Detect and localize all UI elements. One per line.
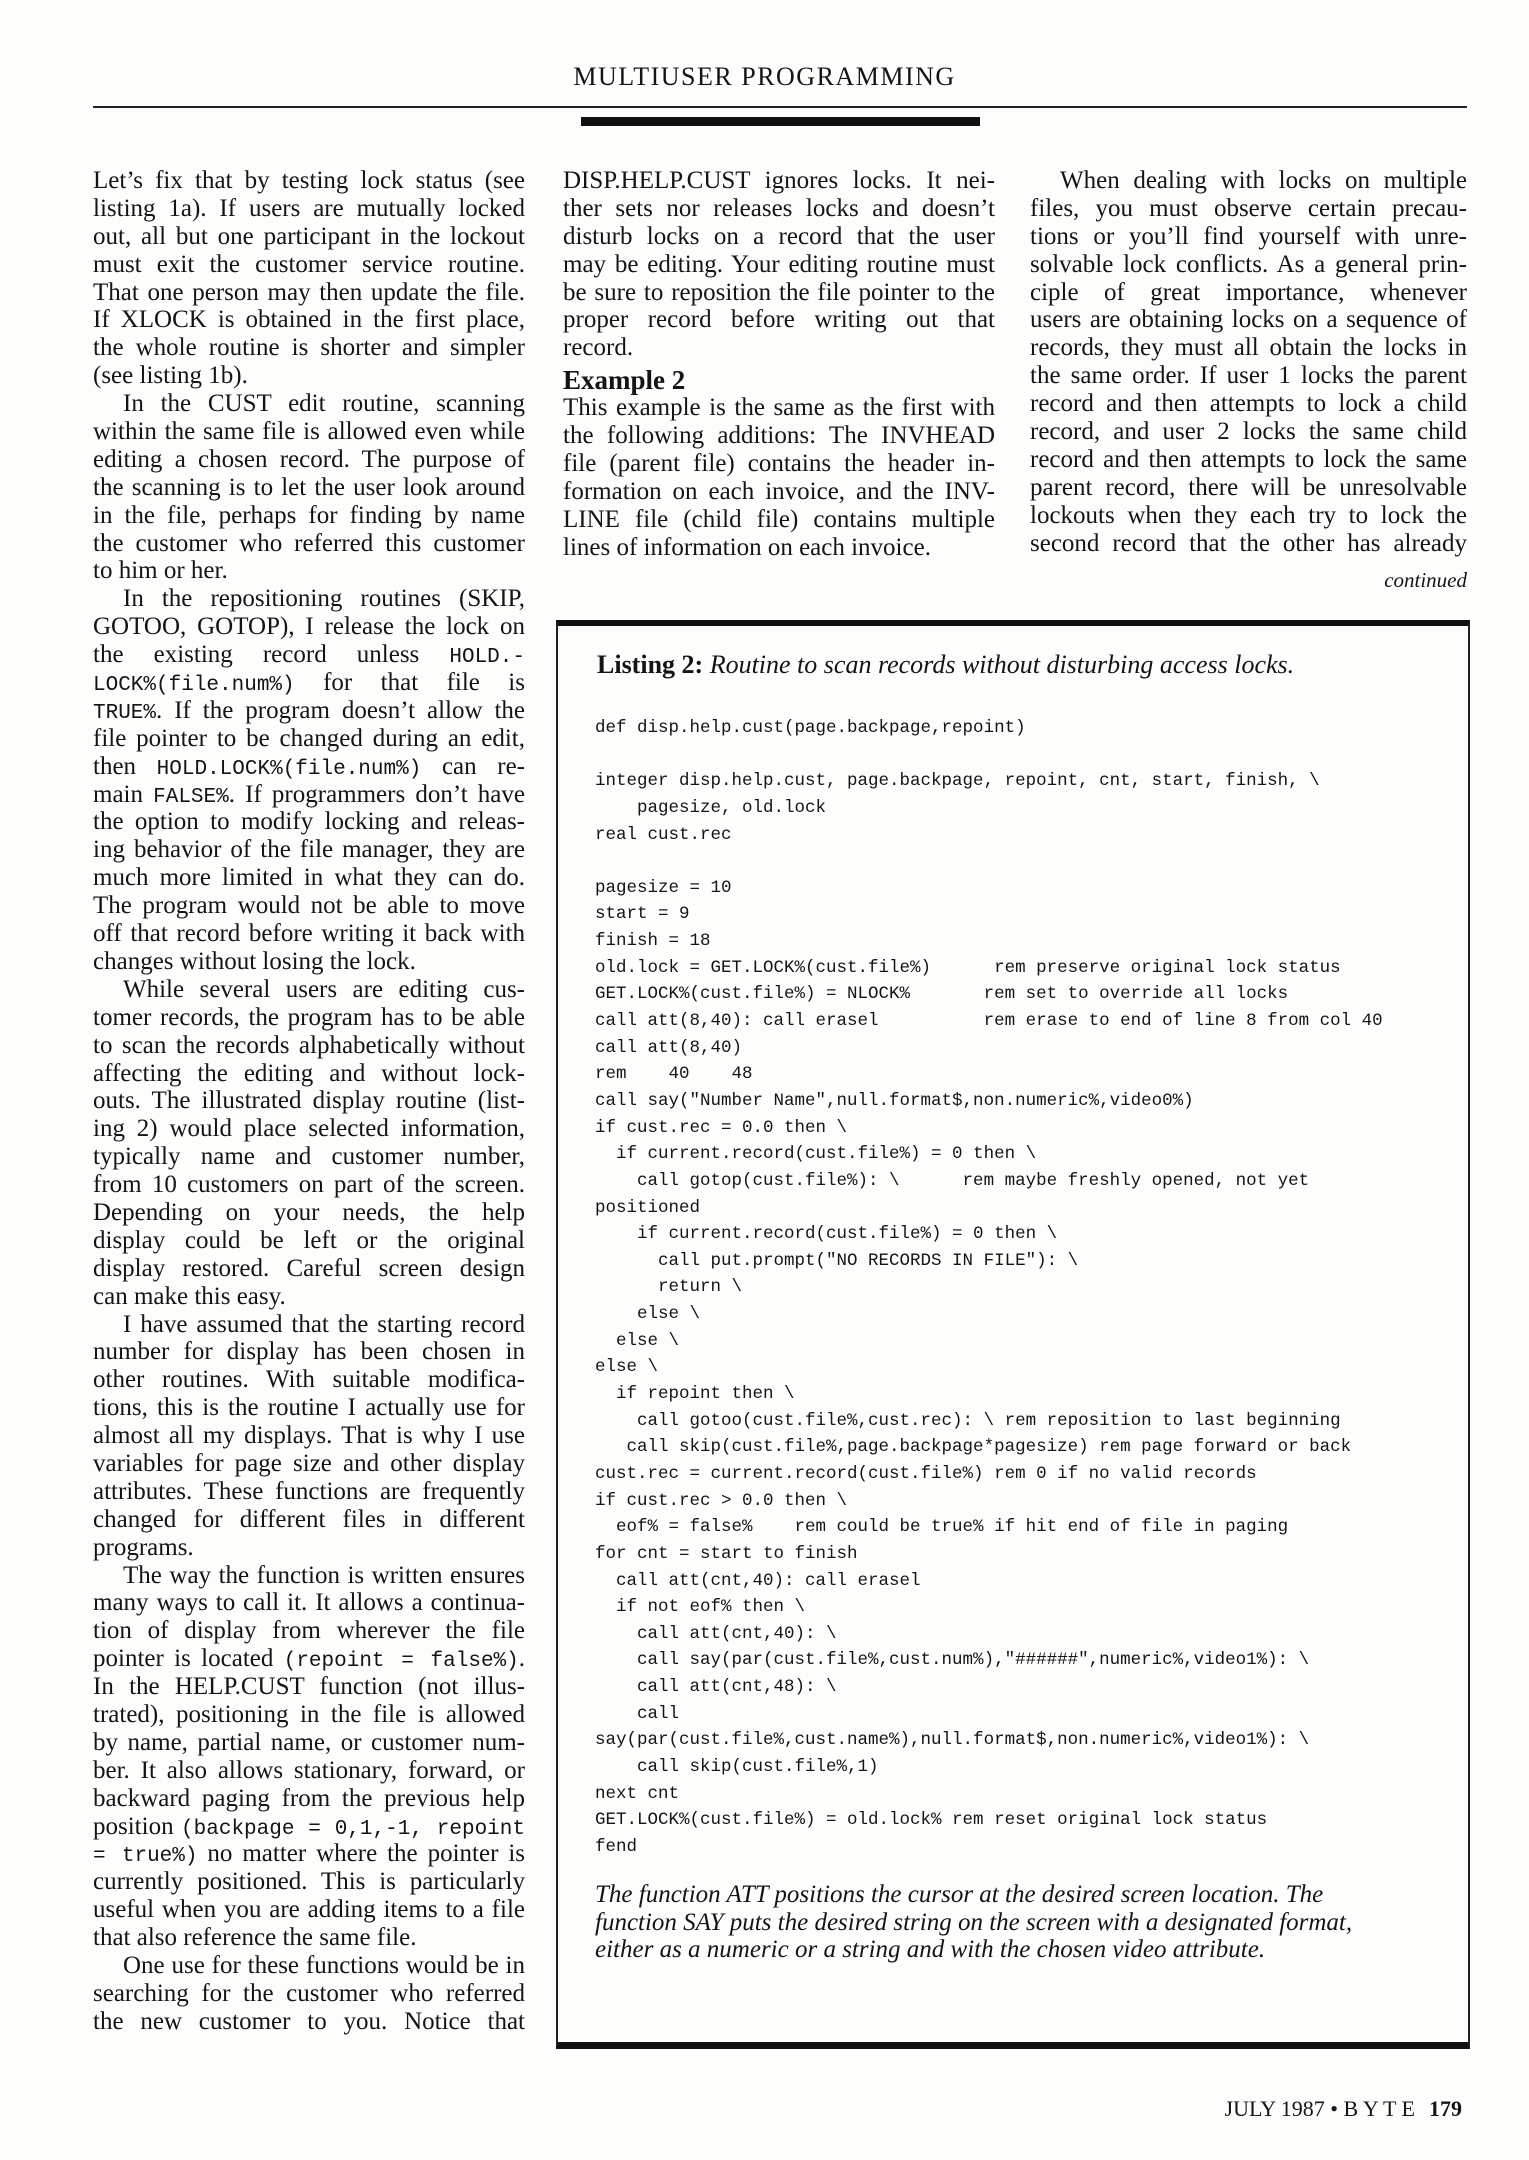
text-line [563, 251, 995, 279]
left-column [93, 167, 525, 2036]
listing-caption [595, 1881, 1435, 1964]
text-line [93, 446, 525, 474]
text-segment: I have assumed that the starting record [123, 1310, 525, 1338]
text-line [93, 781, 525, 809]
text-line [563, 506, 995, 534]
text-line [1030, 251, 1467, 279]
code-line [595, 848, 1383, 875]
text-segment: much more limited in what they can do. [93, 864, 525, 892]
text-line [93, 1199, 525, 1227]
text-line [93, 1227, 525, 1255]
code-line: next cnt [595, 1783, 680, 1804]
text-line [563, 279, 995, 307]
paragraph [93, 390, 525, 585]
text-line [1030, 530, 1467, 558]
text-segment: formation on each invoice, and the INV- [563, 477, 995, 505]
text-segment: changes without losing the lock. [93, 947, 416, 975]
text-line [1030, 223, 1467, 251]
text-segment: outs. The illustrated display routine (list- [93, 1087, 525, 1115]
text-segment: variables for page size and other display [93, 1449, 525, 1477]
text-segment: DISP.HELP.CUST ignores locks. It nei- [563, 167, 995, 194]
text-line [93, 613, 525, 641]
text-segment: ing behavior of the file manager, they are [93, 836, 525, 864]
code-line: call say("Number Name",null.format$,non.numeric%,video0%) [595, 1090, 1194, 1111]
code-line: if cust.rec > 0.0 then \ [595, 1490, 848, 1511]
page-number: 179 [1429, 2096, 1462, 2121]
middle-column [563, 167, 995, 562]
text-segment: trated), positioning in the file is allowed [93, 1700, 525, 1728]
text-segment: out, all but one participant in the lockout [93, 222, 525, 250]
listing-title [597, 650, 1294, 680]
text-line [93, 1255, 525, 1283]
text-line [93, 669, 525, 697]
code-line: start = 9 [595, 904, 690, 925]
section-header: MULTIUSER PROGRAMMING [573, 62, 956, 91]
text-segment: many ways to call it. It allows a continua- [93, 1589, 525, 1617]
text-segment: When dealing with locks on multiple [1060, 167, 1467, 194]
text-line [93, 1952, 525, 1980]
text-line [93, 1283, 525, 1311]
middle-intro-paragraph [563, 167, 995, 362]
text-line [93, 1757, 525, 1785]
text-line [93, 753, 525, 781]
text-segment: attributes. These functions are frequently [93, 1477, 525, 1505]
code-line: positioned [595, 1197, 701, 1218]
code-line: else \ [595, 1357, 659, 1378]
code-line: call att(cnt,40): \ [595, 1623, 837, 1644]
code-line: fend [595, 1836, 638, 1857]
text-line [93, 418, 525, 446]
listing-description: Routine to scan records without disturbing access locks. [709, 650, 1295, 679]
text-line [563, 422, 995, 450]
text-line [93, 530, 525, 558]
text-line [93, 1617, 525, 1645]
text-segment: backward paging from the previous help [93, 1784, 525, 1812]
text-line [1030, 362, 1467, 390]
text-line [93, 2008, 525, 2036]
text-segment: that also reference the same file. [93, 1924, 417, 1952]
code-line: return \ [595, 1277, 743, 1298]
text-line [93, 390, 525, 418]
text-segment: position [93, 1812, 182, 1840]
text-line [93, 1589, 525, 1617]
text-segment: the same order. If user 1 locks the parent [1030, 362, 1467, 390]
text-line [93, 1701, 525, 1729]
text-segment: lines of information on each invoice. [563, 533, 931, 561]
paragraph [93, 167, 525, 390]
text-segment: The way the function is written ensures [123, 1561, 525, 1589]
code-line: call gotop(cust.file%): \ rem maybe freshly opened, not yet [595, 1170, 1310, 1191]
code-line: call [595, 1703, 680, 1724]
text-line [563, 534, 995, 562]
text-line [93, 641, 525, 669]
text-segment: in the file, perhaps for finding by name [93, 501, 525, 529]
text-segment: tion of display from wherever the file [93, 1617, 525, 1645]
code-line: integer disp.help.cust, page.backpage, repoint, cnt, start, finish, \ [595, 771, 1320, 792]
text-segment: . If programmers don’t have [228, 780, 525, 808]
text-segment: solvable lock conflicts. As a general prin- [1030, 250, 1467, 278]
text-segment: ing 2) would place selected information, [93, 1115, 525, 1143]
text-line [1030, 390, 1467, 418]
code-line: call att(cnt,40): call erasel [595, 1570, 921, 1591]
text-segment: In the HELP.CUST function (not illus- [93, 1673, 525, 1701]
text-line [93, 864, 525, 892]
code-line: call att(8,40) [595, 1037, 743, 1058]
text-segment: for that file is [294, 669, 525, 697]
text-segment: the new customer to you. Notice that [93, 2007, 525, 2035]
text-line [93, 1840, 525, 1868]
text-segment: GOTOO, GOTOP), I release the lock on [93, 613, 525, 641]
text-line [93, 725, 525, 753]
text-line [93, 1394, 525, 1422]
text-segment: ciple of great importance, whenever [1030, 278, 1467, 306]
header-bar [581, 117, 980, 126]
listing-label: Listing 2: [597, 650, 704, 679]
text-line [93, 808, 525, 836]
text-line [1030, 167, 1467, 195]
text-segment: affecting the editing and without lock- [93, 1059, 525, 1087]
text-segment: proper record before writing out that [563, 306, 995, 334]
text-segment: That one person may then update the file. [93, 278, 525, 306]
code-inline: (repoint = false%) [283, 1650, 519, 1674]
code-line: def disp.help.cust(page.backpage,repoint) [595, 718, 1026, 738]
text-line [93, 1673, 525, 1701]
text-line [1030, 334, 1467, 362]
text-segment: tions or you’ll find yourself with unre- [1030, 222, 1467, 250]
code-line: call say(par(cust.file%,cust.num%),"######",numeric%,video1%): \ [595, 1650, 1310, 1671]
text-segment: records, they must all obtain the locks in [1030, 334, 1467, 362]
text-segment: the whole routine is shorter and simpler [93, 334, 525, 362]
code-line: GET.LOCK%(cust.file%) = NLOCK% rem set to override all locks [595, 984, 1289, 1005]
text-line [93, 1366, 525, 1394]
text-line [1030, 474, 1467, 502]
code-line: finish = 18 [595, 931, 711, 952]
text-line [93, 976, 525, 1004]
text-line [93, 892, 525, 920]
text-segment: record, and user 2 locks the same child [1030, 418, 1467, 446]
caption-line: The function ATT positions the cursor at the desired screen location. The [595, 1881, 1324, 1908]
text-segment: can re- [421, 752, 525, 780]
code-line: pagesize, old.lock [595, 797, 827, 818]
text-line [93, 1143, 525, 1171]
text-line [93, 1338, 525, 1366]
code-inline: TRUE% [93, 701, 157, 725]
text-segment: tions, this is the routine I actually use for [93, 1394, 525, 1422]
text-segment: to him or her. [93, 557, 228, 585]
text-segment: by name, partial name, or customer num- [93, 1728, 525, 1756]
code-line: cust.rec = current.record(cust.file%) rem 0 if no valid records [595, 1463, 1257, 1484]
text-line [93, 1534, 525, 1562]
text-line [93, 1422, 525, 1450]
page-footer [1225, 2096, 1462, 2122]
text-segment: Let’s fix that by testing lock status (see [93, 167, 525, 194]
issue-label: JULY 1987 • B Y T E [1224, 2096, 1415, 2121]
text-segment: main [93, 780, 154, 808]
code-listing [595, 715, 1383, 1861]
text-line [93, 223, 525, 251]
text-line [1030, 502, 1467, 530]
code-line: if not eof% then \ [595, 1597, 806, 1618]
text-line [93, 1980, 525, 2008]
code-line: pagesize = 10 [595, 877, 732, 898]
text-line [93, 1115, 525, 1143]
text-line [563, 394, 995, 422]
text-segment: ber. It also allows stationary, forward, or [93, 1756, 525, 1784]
code-line: call att(8,40): call erasel rem erase to end of line 8 from col 40 [595, 1011, 1383, 1032]
text-segment: other routines. With suitable modifica- [93, 1366, 525, 1394]
text-line [93, 836, 525, 864]
text-line [1030, 279, 1467, 307]
paragraph [93, 976, 525, 1311]
text-segment: disturb locks on a record that the user [563, 222, 995, 250]
text-line [93, 1311, 525, 1339]
code-line: GET.LOCK%(cust.file%) = old.lock% rem reset original lock status [595, 1810, 1268, 1831]
text-segment: may be editing. Your editing routine must [563, 250, 995, 278]
text-segment: listing 1a). If users are mutually locked [93, 194, 525, 222]
text-line [563, 223, 995, 251]
text-segment: to scan the records alphabetically without [93, 1031, 525, 1059]
text-line [93, 1562, 525, 1590]
text-line [93, 1645, 525, 1673]
text-segment: In the repositioning routines (SKIP, [123, 585, 525, 613]
code-line: if current.record(cust.file%) = 0 then \ [595, 1224, 1058, 1245]
code-line: call att(cnt,48): \ [595, 1677, 837, 1698]
code-line: eof% = false% rem could be true% if hit end of file in paging [595, 1517, 1289, 1538]
text-segment: can make this easy. [93, 1282, 286, 1310]
text-segment: tomer records, the program has to be able [93, 1003, 525, 1031]
text-segment: LINE file (child file) contains multiple [563, 505, 995, 533]
code-inline: LOCK%(file.num%) [93, 674, 295, 698]
text-line [93, 585, 525, 613]
code-line: else \ [595, 1330, 680, 1351]
text-line [93, 362, 525, 390]
text-segment: currently positioned. This is particularly [93, 1868, 525, 1896]
text-line [93, 557, 525, 585]
text-segment: searching for the customer who referred [93, 1979, 525, 2007]
text-line [93, 1450, 525, 1478]
text-segment: display could be left or the original [93, 1226, 525, 1254]
text-segment: off that record before writing it back with [93, 920, 525, 948]
code-inline: = true%) [93, 1845, 198, 1869]
code-line: old.lock = GET.LOCK%(cust.file%) rem preserve original lock status [595, 957, 1341, 978]
text-segment: If XLOCK is obtained in the first place, [93, 306, 525, 334]
text-segment: editing a chosen record. The purpose of [93, 445, 525, 473]
code-inline: FALSE% [153, 785, 229, 809]
text-line [1030, 418, 1467, 446]
text-line [93, 334, 525, 362]
text-segment: number for display has been chosen in [93, 1338, 525, 1366]
text-segment: typically name and customer number, [93, 1143, 525, 1171]
text-segment: almost all my displays. That is why I use [93, 1422, 525, 1450]
text-segment: (see listing 1b). [93, 362, 248, 390]
text-line [563, 450, 995, 478]
text-segment: record and then attempts to lock a child [1030, 390, 1467, 418]
code-line: for cnt = start to finish [595, 1543, 858, 1564]
text-line [93, 697, 525, 725]
text-line [93, 1506, 525, 1534]
text-segment: record. [563, 334, 634, 362]
text-line [93, 167, 525, 195]
text-line [1030, 195, 1467, 223]
text-segment: file (parent file) contains the header in- [563, 450, 995, 478]
continued-label: continued [1384, 568, 1467, 592]
code-line: say(par(cust.file%,cust.name%),null.format$,non.numeric%,video1%): \ [595, 1730, 1310, 1751]
code-line: else \ [595, 1304, 701, 1325]
text-segment: While several users are editing cus- [123, 975, 525, 1003]
code-inline: (backpage = 0,1,-1, repoint [181, 1817, 525, 1841]
caption-line: function SAY puts the desired string on the screen with a designated format, [595, 1908, 1353, 1936]
text-line [93, 474, 525, 502]
text-line [93, 1087, 525, 1115]
text-line [93, 1478, 525, 1506]
code-line: call put.prompt("NO RECORDS IN FILE"): \ [595, 1250, 1079, 1271]
text-line [93, 1171, 525, 1199]
text-line [93, 920, 525, 948]
text-segment: Depending on your needs, the help [93, 1198, 525, 1226]
text-segment: programs. [93, 1533, 194, 1561]
text-line [563, 195, 995, 223]
text-segment: record and then attempts to lock the same [1030, 445, 1467, 473]
text-line [93, 306, 525, 334]
text-segment: pointer is located [93, 1645, 284, 1673]
text-segment: no matter where the pointer is [197, 1840, 525, 1868]
text-line [1030, 306, 1467, 334]
code-line: call skip(cust.file%,page.backpage*pagesize) rem page forward or back [595, 1437, 1352, 1458]
text-line [93, 279, 525, 307]
text-segment: One use for these functions would be in [123, 1952, 525, 1979]
text-segment: within the same file is allowed even while [93, 418, 525, 446]
code-inline: HOLD.LOCK%(file.num%) [156, 757, 422, 781]
code-line: call gotoo(cust.file%,cust.rec): \ rem reposition to last beginning [595, 1410, 1341, 1431]
text-line [93, 1032, 525, 1060]
text-segment: the existing record unless [93, 641, 450, 669]
code-line: if repoint then \ [595, 1384, 795, 1405]
text-segment: then [93, 752, 157, 780]
text-segment: users are obtaining locks on a sequence of [1030, 306, 1467, 334]
text-line [1030, 446, 1467, 474]
text-line [563, 306, 995, 334]
text-line [93, 1004, 525, 1032]
text-segment: ther sets nor releases locks and doesn’t [563, 194, 995, 222]
text-segment: The program would not be able to move [93, 892, 525, 920]
text-segment: . [518, 1645, 525, 1673]
text-segment: second record that the other has already [1030, 529, 1467, 557]
text-segment: useful when you are adding items to a file [93, 1896, 525, 1924]
paragraph [93, 1952, 525, 2036]
header-rule [93, 106, 1467, 108]
paragraph [93, 1562, 525, 1952]
text-segment: changed for different files in different [93, 1505, 525, 1533]
text-segment: files, you must observe certain precau- [1030, 194, 1467, 222]
code-line: if cust.rec = 0.0 then \ [595, 1117, 848, 1138]
text-segment: . If the program doesn’t allow the [156, 696, 525, 724]
text-segment: be sure to reposition the file pointer to the [563, 278, 995, 306]
text-line [93, 1785, 525, 1813]
text-line [93, 195, 525, 223]
text-line [93, 1868, 525, 1896]
text-segment: In the CUST edit routine, scanning [123, 390, 525, 418]
code-line: if current.record(cust.file%) = 0 then \ [595, 1144, 1037, 1165]
right-column [1030, 167, 1467, 557]
code-line: real cust.rec [595, 824, 732, 845]
text-line [93, 251, 525, 279]
text-segment: parent record, there will be unresolvable [1030, 473, 1467, 501]
text-segment: must exit the customer service routine. [93, 250, 525, 278]
paragraph [93, 585, 525, 975]
text-line [93, 1060, 525, 1088]
text-segment: the scanning is to let the user look around [93, 473, 525, 501]
text-segment: the customer who referred this customer [93, 529, 525, 557]
code-line: rem 40 48 [595, 1064, 753, 1085]
text-segment: This example is the same as the first with [563, 394, 995, 422]
text-line [563, 334, 995, 362]
text-line [93, 1813, 525, 1841]
text-line [93, 1896, 525, 1924]
text-segment: the option to modify locking and releas- [93, 808, 525, 836]
text-line [93, 1924, 525, 1952]
middle-body-paragraph [563, 394, 995, 561]
text-segment: display restored. Careful screen design [93, 1254, 525, 1282]
text-segment: the following additions: The INVHEAD [563, 422, 995, 450]
text-segment: from 10 customers on part of the screen. [93, 1171, 525, 1199]
text-line [93, 1729, 525, 1757]
caption-line: either as a numeric or a string and with the chosen video attribute. [595, 1936, 1266, 1963]
text-line [563, 167, 995, 195]
text-line [563, 478, 995, 506]
text-segment: lockouts when they each try to lock the [1030, 501, 1467, 529]
text-line [93, 948, 525, 976]
code-line: call skip(cust.file%,1) [595, 1756, 879, 1777]
code-line [595, 742, 1383, 769]
example-heading: Example 2 [563, 365, 686, 396]
text-line [93, 502, 525, 530]
text-segment: file pointer to be changed during an edit, [93, 724, 525, 752]
paragraph [93, 1311, 525, 1562]
code-inline: HOLD.- [449, 646, 525, 670]
